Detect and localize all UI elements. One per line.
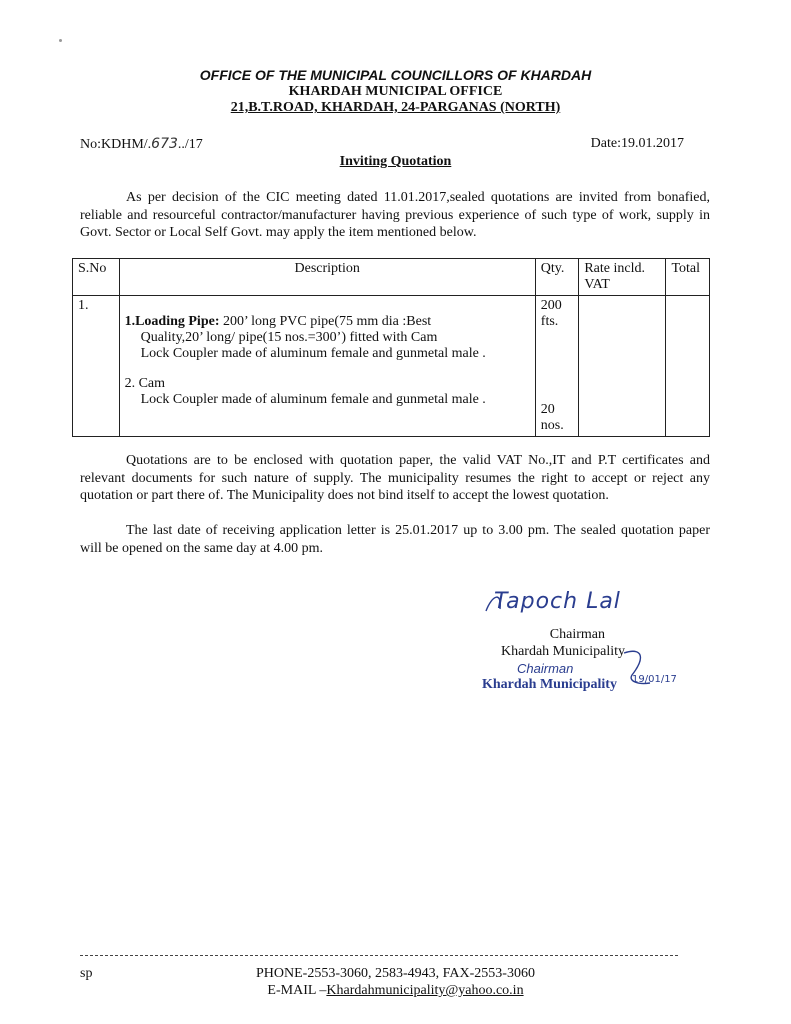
header-qty: Qty.	[535, 259, 579, 296]
item-2-line: 2. Cam	[124, 376, 166, 391]
deadline-paragraph: The last date of receiving application letter is 25.01.2017 up to 3.00 pm. The sealed quotation paper will be opened on the same day at 4.00 pm.	[80, 523, 710, 556]
cell-qty	[535, 296, 579, 437]
ref-handwritten-number: 673	[151, 136, 178, 152]
item-1-cont-1: Quality,20’ long/ pipe(15 nos.=300’) fitted with Cam	[140, 330, 438, 345]
header-total: Total	[666, 259, 710, 296]
signatory-org: Khardah Municipality	[500, 644, 625, 659]
footer-divider	[80, 955, 678, 956]
item-2	[125, 376, 530, 408]
subject-heading: Inviting Quotation	[339, 154, 452, 169]
item-1-text: 200’ long PVC pipe(75 mm dia :Best	[219, 314, 432, 329]
signature-flourish-icon	[482, 585, 632, 630]
header-description: Description	[119, 259, 535, 296]
signatory-title: Chairman	[549, 627, 605, 642]
item-1	[125, 314, 530, 362]
item-1-cont-2: Lock Coupler made of aluminum female and gunmetal male .	[140, 346, 486, 361]
office-heading: OFFICE OF THE MUNICIPAL COUNCILLORS OF KHARDAH	[199, 67, 592, 83]
stamp-org: Khardah Municipality	[482, 677, 617, 692]
reference-number	[80, 136, 203, 153]
typist-initials: sp	[80, 966, 93, 981]
item-1-line	[125, 314, 530, 330]
municipal-office-heading: KHARDAH MUNICIPAL OFFICE	[288, 84, 503, 99]
cell-rate	[579, 296, 666, 437]
table-header-row	[73, 259, 710, 296]
conditions-paragraph: Quotations are to be enclosed with quotation paper, the valid VAT No.,IT and P.T certificates and relevant documents for such nature of supply. The municipality resumes the right to accept or reject any quotation or part there of. The Municipality does not bind itself to accept the lowest quotation.	[80, 453, 710, 503]
letter-date: Date:19.01.2017	[590, 136, 684, 151]
initial-date: 19/01/17	[632, 674, 677, 685]
email-link[interactable]: Khardahmunicipality@yahoo.co.in	[326, 983, 524, 998]
scan-speck	[59, 39, 62, 42]
item-2-cont: Lock Coupler made of aluminum female and gunmetal male .	[140, 392, 486, 407]
item-1-qty: 200 fts.	[540, 298, 562, 329]
email-prefix: E-MAIL –	[267, 983, 327, 998]
header-rate: Rate incld. VAT	[579, 259, 666, 296]
item-1-label: 1.Loading Pipe:	[124, 314, 220, 329]
item-2-qty: 20 nos.	[540, 402, 564, 433]
handwritten-signature: Tapoch Lal	[494, 589, 621, 614]
ref-suffix: ../17	[177, 137, 203, 152]
cell-sno: 1.	[73, 296, 120, 437]
intro-paragraph: As per decision of the CIC meeting dated 11.01.2017,sealed quotations are invited from bonafied, reliable and resourceful contractor/manufacturer having previous experience of such type of work, supply in Govt. Sector or Local Self Govt. may apply the item mentioned below.	[80, 190, 710, 240]
header-sno: S.No	[73, 259, 120, 296]
footer-phone: PHONE-2553-3060, 2583-4943, FAX-2553-3060	[256, 966, 535, 981]
table-row	[73, 296, 710, 437]
cell-total	[666, 296, 710, 437]
footer-email	[0, 983, 791, 999]
initial-mark-icon	[620, 647, 660, 692]
stamp-title: Chairman	[517, 661, 574, 676]
ref-prefix: No:KDHM/.	[80, 137, 152, 152]
office-address: 21,B.T.ROAD, KHARDAH, 24-PARGANAS (NORTH)	[230, 100, 561, 115]
cell-description	[119, 296, 535, 437]
items-table	[72, 258, 710, 437]
